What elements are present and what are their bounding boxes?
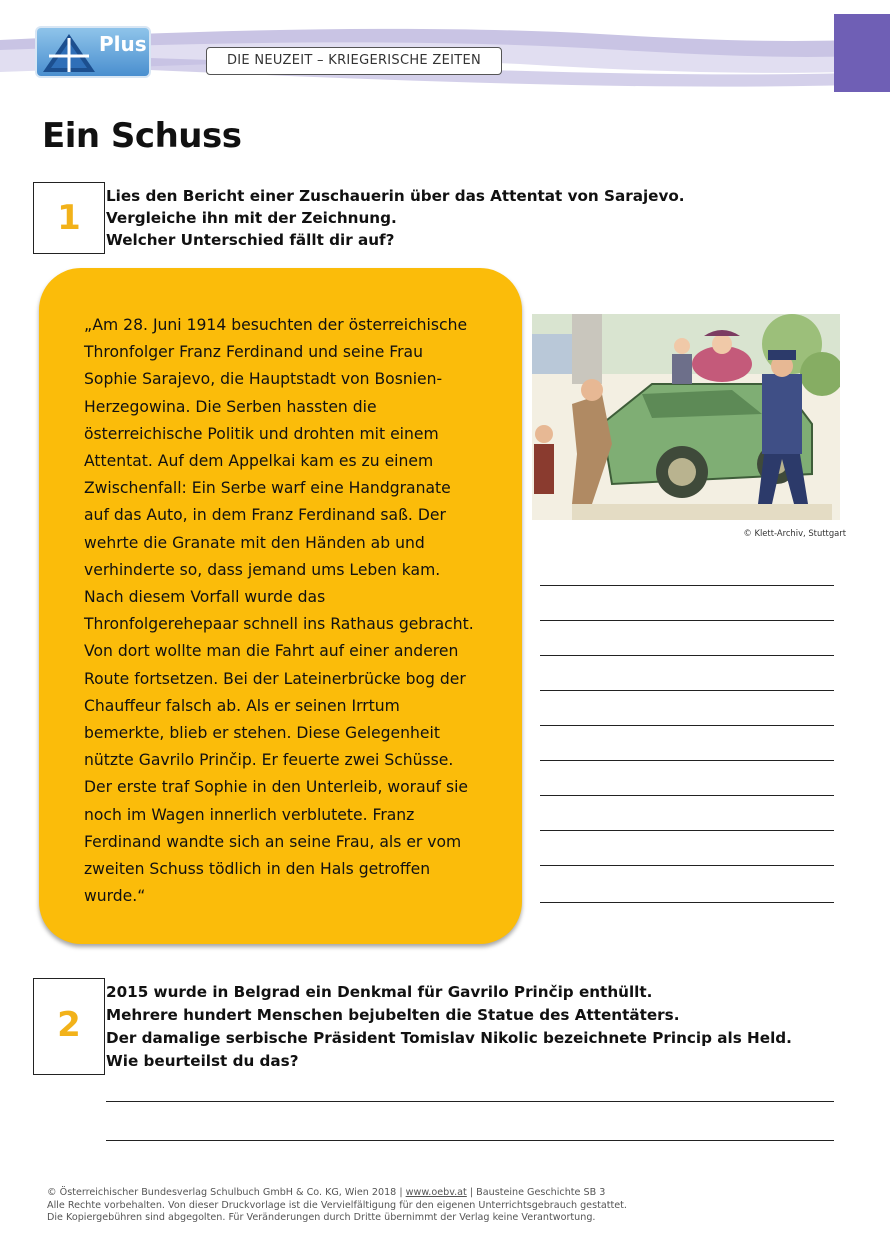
report-line: Nach diesem Vorfall wurde das — [84, 588, 326, 607]
assassination-illustration — [532, 314, 840, 520]
footer-line-1 — [47, 1187, 627, 1200]
report-line: auf das Auto, in dem Franz Ferdinand saß. Der — [84, 506, 446, 525]
report-line: zweiten Schuss tödlich in den Hals getroffen — [84, 860, 431, 879]
answer-line[interactable] — [540, 585, 834, 586]
answer-line[interactable] — [106, 1140, 834, 1141]
corner-tab — [834, 14, 890, 92]
answer-line[interactable] — [540, 655, 834, 656]
report-line: österreichische Politik und drohten mit einem — [84, 424, 439, 443]
report-line: Thronfolger Franz Ferdinand und seine Frau — [84, 343, 423, 362]
report-line: Zwischenfall: Ein Serbe warf eine Handgranate — [84, 479, 451, 498]
footer — [47, 1187, 627, 1225]
footer-line-3: Die Kopiergebühren sind abgegolten. Für Veränderungen durch Dritte übernimmt der Verlag keine Verantwortung. — [47, 1212, 596, 1223]
footer-series: | Bausteine Geschichte SB 3 — [466, 1187, 606, 1198]
task-1-line: Welcher Unterschied fällt dir auf? — [106, 231, 395, 249]
logo — [35, 26, 151, 78]
report-line: wehrte die Granate mit den Händen ab und — [84, 533, 425, 552]
answer-line[interactable] — [540, 865, 834, 866]
report-line: „Am 28. Juni 1914 besuchten der österreichische — [84, 316, 468, 334]
logo-text: Plus — [99, 32, 147, 56]
report-line: bemerkte, blieb er stehen. Diese Gelegenheit — [84, 724, 440, 743]
task-1-line: Vergleiche ihn mit der Zeichnung. — [106, 209, 397, 227]
answer-line[interactable] — [106, 1101, 834, 1102]
answer-line[interactable] — [540, 760, 834, 761]
report-line: Von dort wollte man die Fahrt auf einer anderen — [84, 642, 459, 661]
answer-line[interactable] — [540, 902, 834, 903]
answer-line[interactable] — [540, 830, 834, 831]
report-line: Sophie Sarajevo, die Hauptstadt von Bosnien- — [84, 370, 443, 389]
task-number-2: 2 — [33, 978, 105, 1075]
section-tag: DIE NEUZEIT – KRIEGERISCHE ZEITEN — [206, 47, 502, 75]
report-line: Attentat. Auf dem Appelkai kam es zu einem — [84, 452, 434, 471]
report-line: noch im Wagen innerlich verblutete. Franz — [84, 805, 415, 824]
task-1-instructions — [106, 185, 685, 251]
task-2-instructions — [106, 981, 792, 1073]
footer-line-2: Alle Rechte vorbehalten. Von dieser Druckvorlage ist die Vervielfältigung für den eigenen Unterrichtsgebrauch gestattet. — [47, 1199, 627, 1211]
report-line: wurde.“ — [84, 887, 146, 906]
report-line: Chauffeur falsch ab. Als er seinen Irrtum — [84, 696, 400, 715]
report-line: Ferdinand wandte sich an seine Frau, als er vom — [84, 832, 462, 851]
task-2-line: Der damalige serbische Präsident Tomislav Nikolic bezeichnete Princip als Held. — [106, 1029, 792, 1047]
report-line: verhinderte so, dass jemand ums Leben kam. — [84, 560, 441, 579]
answer-line[interactable] — [540, 690, 834, 691]
task-2-line: 2015 wurde in Belgrad ein Denkmal für Gavrilo Prinčip enthüllt. — [106, 983, 653, 1001]
triangle-logo-icon — [41, 32, 97, 74]
task-2-line: Wie beurteilst du das? — [106, 1052, 299, 1070]
footer-copyright: © Österreichischer Bundesverlag Schulbuch GmbH & Co. KG, Wien 2018 | — [47, 1187, 406, 1198]
image-credit: © Klett-Archiv, Stuttgart — [743, 528, 846, 538]
report-line: Der erste traf Sophie in den Unterleib, worauf sie — [84, 778, 469, 797]
answer-line[interactable] — [540, 725, 834, 726]
report-line: Herzegowina. Die Serben hassten die — [84, 397, 377, 416]
answer-line[interactable] — [540, 620, 834, 621]
report-line: Thronfolgerehepaar schnell ins Rathaus gebracht. — [84, 615, 474, 634]
publisher-link[interactable]: www.oebv.at — [405, 1187, 467, 1198]
task-2-line: Mehrere hundert Menschen bejubelten die Statue des Attentäters. — [106, 1006, 680, 1024]
task-number-1: 1 — [33, 182, 105, 254]
report-line: Route fortsetzen. Bei der Lateinerbrücke bog der — [84, 669, 466, 688]
report-line: nützte Gavrilo Prinčip. Er feuerte zwei Schüsse. — [84, 751, 454, 770]
page-title: Ein Schuss — [42, 116, 242, 156]
answer-line[interactable] — [540, 795, 834, 796]
task-1-line: Lies den Bericht einer Zuschauerin über das Attentat von Sarajevo. — [106, 187, 685, 205]
eyewitness-report — [84, 312, 494, 910]
